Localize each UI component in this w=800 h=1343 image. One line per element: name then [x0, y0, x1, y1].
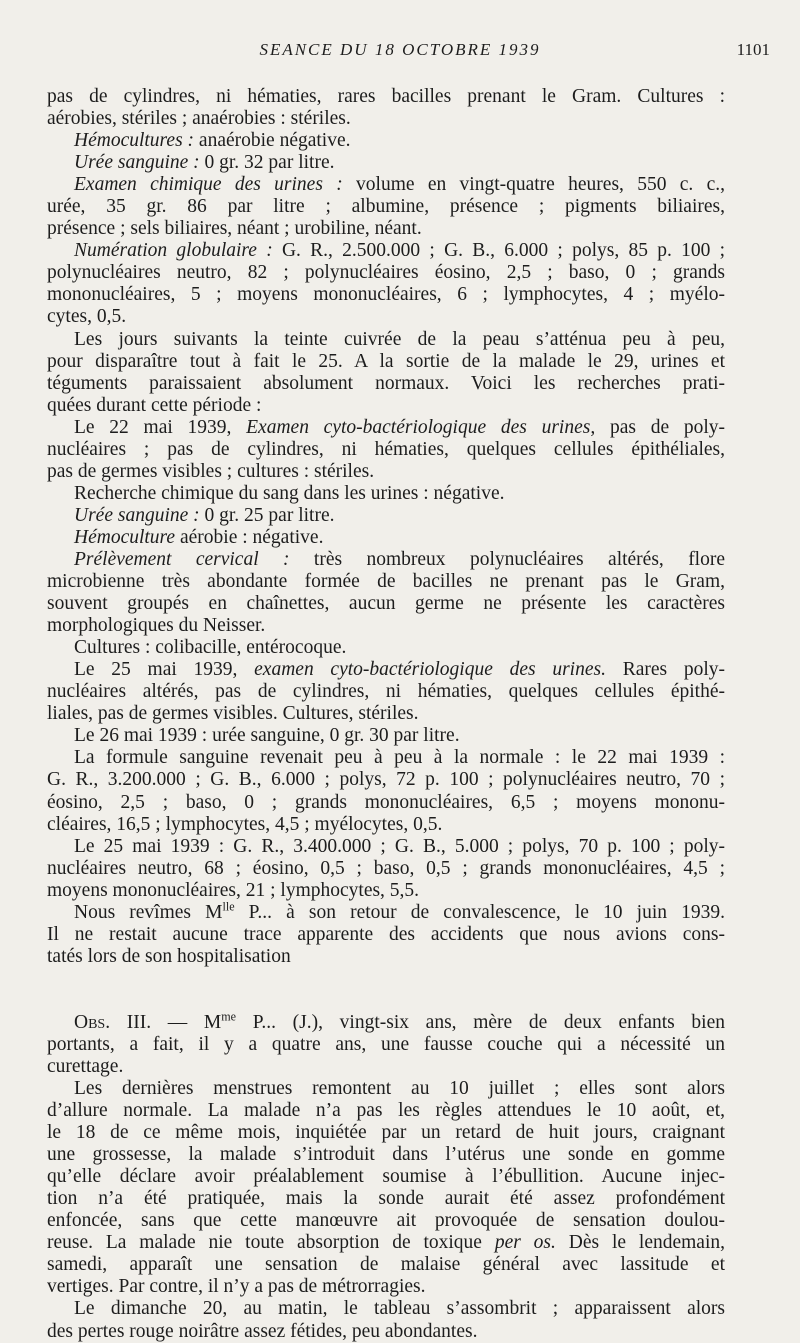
- text-line: [47, 329, 725, 351]
- text-run: cléaires, 16,5 ; lymphocytes, 4,5 ; myélocytes, 0,5.: [47, 813, 443, 835]
- paragraph: [47, 899, 725, 968]
- text-run: cytes, 0,5.: [47, 306, 127, 328]
- section-gap: [47, 968, 725, 1012]
- italic-text: Prélèvement cervical :: [74, 548, 290, 570]
- text-line: [47, 1166, 725, 1188]
- text-line: [47, 747, 725, 769]
- text-run: — M: [151, 1011, 222, 1033]
- page-header: [0, 40, 800, 70]
- text-run: mononucléaires, 5 ; moyens mononucléaires, 6 ; lymphocytes, 4 ; myélo-: [47, 284, 725, 306]
- text-run: pour disparaître tout à fait le 25. A la sortie de la malade le 29, urines et: [47, 350, 725, 372]
- paragraph: [47, 86, 725, 130]
- text-line: [47, 1056, 725, 1078]
- paragraph: [47, 329, 725, 417]
- text-line: [47, 395, 725, 417]
- page-number: 1101: [736, 40, 770, 59]
- paragraph: [47, 637, 725, 659]
- text-line: [47, 351, 725, 373]
- paragraph: [47, 725, 725, 747]
- text-run: nucléaires altérés, pas de cylindres, ni hématies, quelques cellules épithé-: [47, 681, 725, 703]
- text-run: pas de cylindres, ni hématies, rares bacilles prenant le Gram. Cultures :: [47, 86, 725, 107]
- text-run: 0 gr. 25 par litre.: [199, 504, 335, 526]
- text-line: [47, 527, 725, 549]
- text-run: Les jours suivants la teinte cuivrée de la peau s’atténua peu à peu,: [74, 328, 725, 350]
- text-line: [47, 681, 725, 703]
- paragraph: [47, 549, 725, 637]
- paragraph: [47, 240, 725, 328]
- paragraph: [47, 152, 725, 174]
- text-run: tion n’a été pratiquée, mais la sonde aurait été assez profondément: [47, 1188, 725, 1210]
- text-line: [47, 1254, 725, 1276]
- text-run: P... (J.), vingt-six ans, mère de deux enfants bien: [236, 1011, 726, 1033]
- text-run: morphologiques du Neisser.: [47, 615, 266, 637]
- italic-text: per os.: [494, 1232, 556, 1254]
- text-run: liales, pas de germes visibles. Cultures, stériles.: [47, 703, 419, 725]
- text-run: 0 gr. 32 par litre.: [199, 152, 335, 174]
- text-run: Nous revîmes M: [74, 901, 223, 923]
- text-run: Recherche chimique du sang dans les urines : négative.: [74, 482, 505, 504]
- text-run: aérobie : négative.: [175, 526, 324, 548]
- text-line: [47, 505, 725, 527]
- text-line: [47, 792, 725, 814]
- superscript-text: me: [221, 1009, 237, 1024]
- text-line: [47, 1298, 725, 1320]
- text-line: [47, 483, 725, 505]
- text-line: [47, 1276, 725, 1298]
- text-run: d’allure normale. La malade n’a pas les règles attendues le 10 août, et,: [47, 1100, 725, 1122]
- article-body: [47, 86, 725, 1343]
- text-run: reuse. La malade nie toute absorption de toxique: [47, 1232, 495, 1254]
- text-line: [47, 152, 725, 174]
- text-run: moyens mononucléaires, 21 ; lymphocytes, 5,5.: [47, 879, 420, 901]
- text-line: [47, 880, 725, 902]
- text-run: portants, a fait, il y a quatre ans, une fausse couche qui a nécessité un: [47, 1033, 725, 1055]
- text-run: microbienne très abondante formée de bacilles ne prenant pas le Gram,: [47, 571, 725, 593]
- text-line: [47, 461, 725, 483]
- text-line: [47, 725, 725, 747]
- text-line: [47, 814, 725, 836]
- text-line: [47, 108, 725, 130]
- text-run: tatés lors de son hospitalisation: [47, 945, 291, 967]
- text-run: polynucléaires neutro, 82 ; polynucléaires éosino, 2,5 ; baso, 0 ; grands: [47, 262, 725, 284]
- text-line: [47, 174, 725, 196]
- text-line: [47, 769, 725, 791]
- text-run: Les dernières menstrues remontent au 10 juillet ; elles sont alors: [74, 1078, 725, 1100]
- text-run: téguments paraissaient absolument normaux. Voici les recherches prati-: [47, 372, 725, 394]
- paragraph: [47, 174, 725, 240]
- text-line: [47, 703, 725, 725]
- text-run: éosino, 2,5 ; baso, 0 ; grands mononucléaires, 6,5 ; moyens mononu-: [47, 791, 725, 813]
- italic-text: examen cyto-bactériologique des urines.: [254, 659, 606, 681]
- paragraph: [47, 130, 725, 152]
- italic-text: Hémocultures :: [74, 130, 195, 152]
- italic-text: Numération globulaire :: [74, 240, 273, 262]
- italic-text: Examen chimique des urines :: [74, 174, 343, 196]
- text-run: La formule sanguine revenait peu à peu à la normale : le 22 mai 1939 :: [74, 747, 725, 769]
- text-run: vertiges. Par contre, il n’y a pas de métrorragies.: [47, 1276, 426, 1298]
- text-line: [47, 262, 725, 284]
- text-line: [47, 306, 725, 328]
- text-run: P... à son retour de convalescence, le 10 juin 1939.: [234, 901, 725, 923]
- text-run: Dès le lendemain,: [555, 1232, 725, 1254]
- text-line: [47, 858, 725, 880]
- text-run: le 18 de ce même mois, inquiétée par un retard de huit jours, craignant: [47, 1122, 725, 1144]
- text-run: Le 25 mai 1939 : G. R., 3.400.000 ; G. B., 5.000 ; polys, 70 p. 100 ; poly-: [74, 835, 725, 857]
- text-line: [47, 284, 725, 306]
- paragraph: [47, 747, 725, 835]
- superscript-text: lle: [222, 899, 235, 914]
- text-run: urée, 35 gr. 86 par litre ; albumine, présence ; pigments biliaires,: [47, 196, 725, 218]
- text-line: [47, 1122, 725, 1144]
- text-line: [47, 924, 725, 946]
- text-line: [47, 1321, 725, 1343]
- running-title: SEANCE DU 18 OCTOBRE 1939: [259, 40, 541, 59]
- text-run: anaérobie négative.: [194, 130, 351, 152]
- paragraph: [47, 1078, 725, 1298]
- text-line: [47, 1078, 725, 1100]
- text-line: [47, 836, 725, 858]
- text-run: G. R., 2.500.000 ; G. B., 6.000 ; polys, 85 p. 100 ;: [272, 240, 725, 262]
- text-run: nucléaires neutro, 68 ; éosino, 0,5 ; baso, 0,5 ; grands mononucléaires, 4,5 ;: [47, 857, 725, 879]
- text-line: [47, 1034, 725, 1056]
- text-line: [47, 899, 725, 924]
- text-run: Cultures : colibacille, entérocoque.: [74, 637, 347, 659]
- text-run: Il ne restait aucune trace apparente des accidents que nous avions cons-: [47, 923, 725, 945]
- paragraph: [47, 527, 725, 549]
- text-run: très nombreux polynucléaires altérés, flore: [289, 548, 726, 570]
- text-line: [47, 637, 725, 659]
- paragraph: [47, 836, 725, 902]
- paragraph: [47, 1009, 726, 1078]
- text-line: [47, 218, 725, 240]
- text-run: aérobies, stériles ; anaérobies : stériles.: [47, 108, 351, 130]
- text-line: [47, 549, 725, 571]
- text-line: [47, 1210, 725, 1232]
- text-run: pas de germes visibles ; cultures : stériles.: [47, 460, 375, 482]
- italic-text: Urée sanguine :: [74, 152, 200, 174]
- text-line: [47, 439, 725, 461]
- paragraph: [47, 417, 725, 483]
- italic-text: Urée sanguine :: [74, 504, 200, 526]
- text-run: volume en vingt-quatre heures, 550 c. c.,: [342, 174, 725, 196]
- text-line: [47, 615, 725, 637]
- paragraph: [47, 483, 725, 505]
- text-run: Le 22 mai 1939,: [74, 416, 247, 438]
- paragraph: [47, 1298, 725, 1342]
- text-line: [47, 593, 725, 615]
- text-run: quées durant cette période :: [47, 394, 262, 416]
- italic-text: Examen cyto-bactériologique des urines,: [246, 416, 596, 438]
- text-line: [47, 86, 725, 108]
- text-line: [47, 130, 725, 152]
- paragraph: [47, 505, 725, 527]
- text-run: Le 25 mai 1939,: [74, 659, 255, 681]
- text-run: des pertes rouge noirâtre assez fétides, peu abondantes.: [47, 1320, 478, 1342]
- text-line: [47, 1100, 725, 1122]
- text-line: [47, 240, 725, 262]
- text-line: [47, 1009, 726, 1034]
- text-line: [47, 1144, 725, 1166]
- text-run: qu’elle déclare avoir préalablement soumise à l’ébullition. Aucune injec-: [47, 1166, 725, 1188]
- text-line: [47, 1232, 725, 1254]
- paragraph: [47, 659, 725, 725]
- text-run: curettage.: [47, 1055, 124, 1077]
- text-line: [47, 946, 725, 968]
- text-run: une grossesse, la malade s’introduit dans l’utérus une sonde en gomme: [47, 1144, 725, 1166]
- text-run: Le dimanche 20, au matin, le tableau s’assombrit ; apparaissent alors: [74, 1298, 725, 1320]
- text-run: samedi, apparaît une sensation de malaise général avec lassitude et: [47, 1254, 725, 1276]
- text-run: souvent groupés en chaînettes, aucun germe ne présente les caractères: [47, 593, 725, 615]
- text-line: [47, 373, 725, 395]
- text-run: présence ; sels biliaires, néant ; urobiline, néant.: [47, 218, 422, 240]
- text-run: nucléaires ; pas de cylindres, ni hématies, quelques cellules épithéliales,: [47, 438, 725, 460]
- text-line: [47, 1188, 725, 1210]
- text-run: G. R., 3.200.000 ; G. B., 6.000 ; polys, 72 p. 100 ; polynucléaires neutro, 70 ;: [47, 769, 725, 791]
- text-run: Obs. III.: [74, 1011, 152, 1033]
- text-line: [47, 417, 725, 439]
- text-run: pas de poly-: [595, 416, 726, 438]
- text-run: Le 26 mai 1939 : urée sanguine, 0 gr. 30 par litre.: [74, 725, 460, 747]
- text-line: [47, 196, 725, 218]
- text-run: Rares poly-: [605, 659, 726, 681]
- text-line: [47, 659, 725, 681]
- text-line: [47, 571, 725, 593]
- text-run: enfoncée, sans que cette manœuvre ait provoquée de sensation doulou-: [47, 1210, 725, 1232]
- italic-text: Hémoculture: [74, 526, 176, 548]
